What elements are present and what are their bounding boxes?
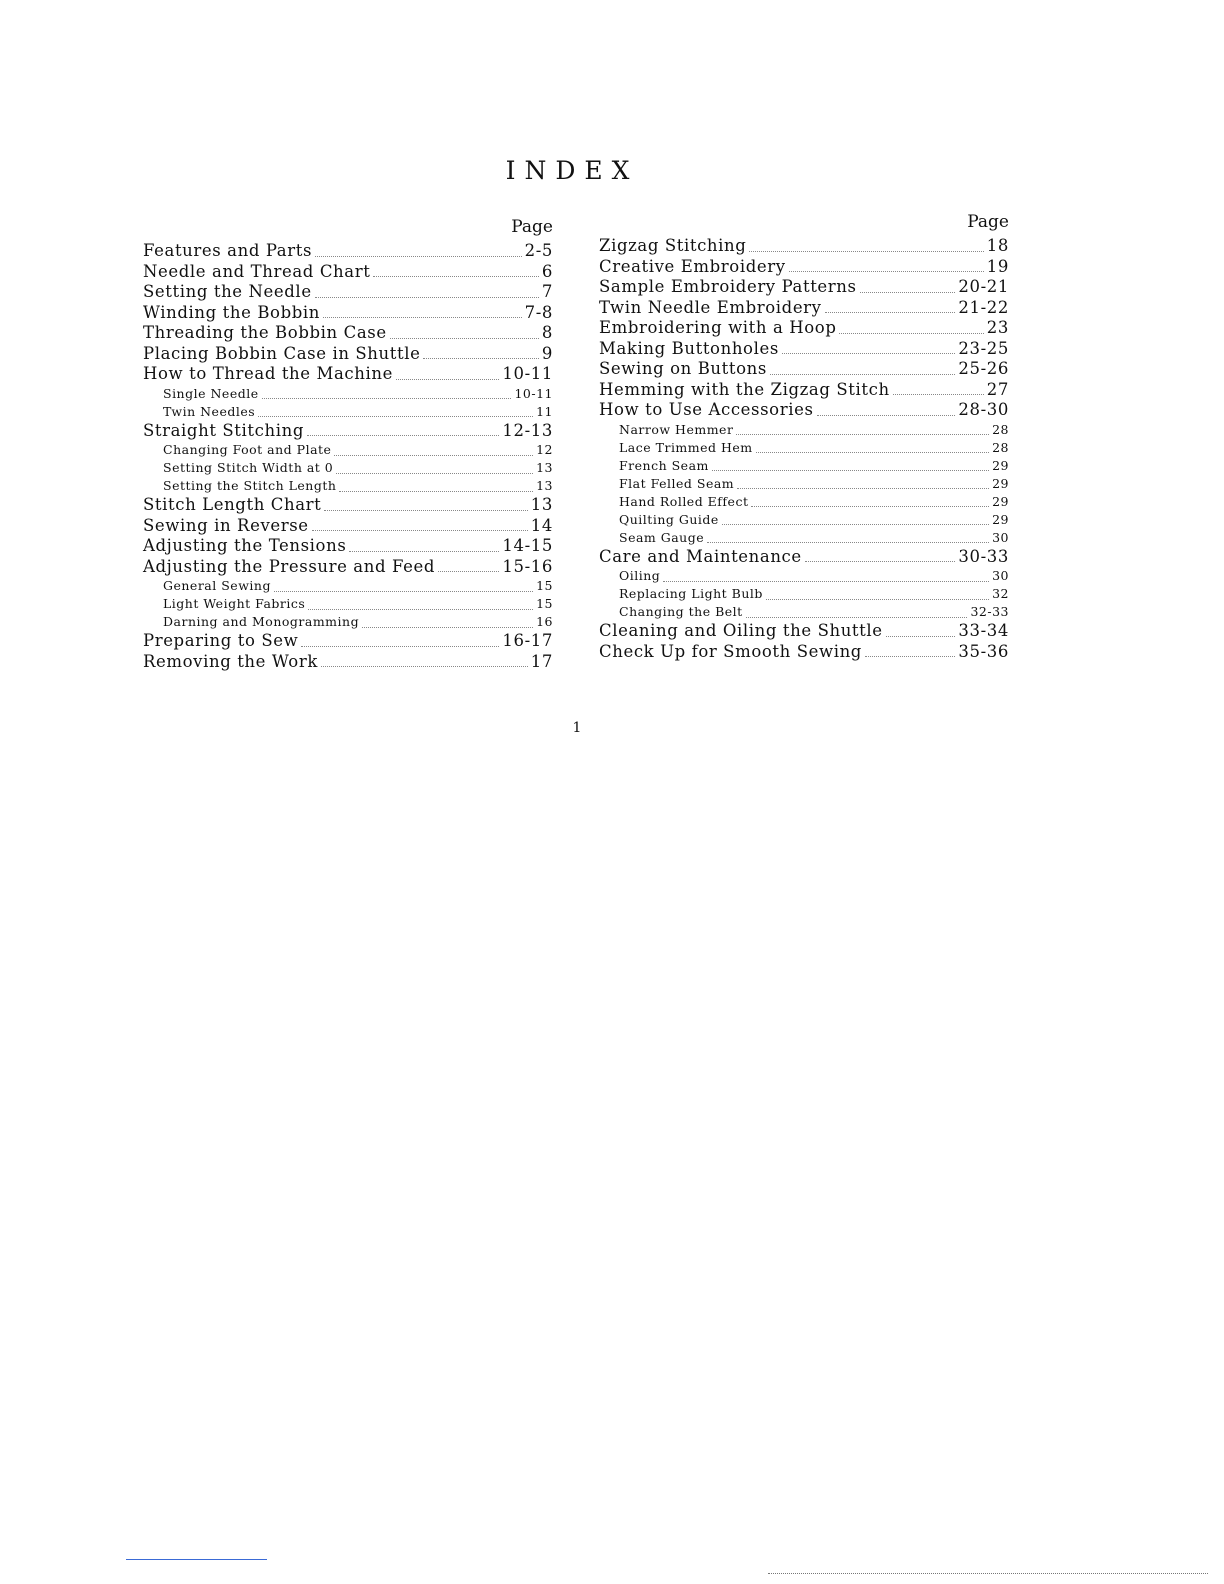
entry-label: General Sewing <box>163 578 271 593</box>
page-column-header: Page <box>511 217 553 237</box>
dot-leader <box>737 488 989 489</box>
index-subentry <box>143 441 553 459</box>
entry-page: 14-15 <box>502 536 553 555</box>
dot-leader <box>770 374 955 375</box>
index-subentry <box>143 577 553 595</box>
entry-label: Seam Gauge <box>619 529 705 545</box>
index-subentry <box>599 511 1009 529</box>
dot-leader <box>301 646 499 647</box>
entry-label: Setting Stitch Width at 0 <box>163 460 334 475</box>
index-column-right <box>599 208 1009 662</box>
entry-page: 21-22 <box>958 297 1009 317</box>
dot-leader <box>396 379 499 380</box>
entry-page: 18 <box>986 236 1009 255</box>
dot-leader <box>865 656 955 657</box>
index-entry <box>143 262 553 283</box>
dot-leader <box>334 455 533 456</box>
dot-leader <box>423 358 538 359</box>
entry-page: 16 <box>536 614 553 629</box>
dot-leader <box>274 591 533 592</box>
entry-label: Preparing to Sew <box>143 631 299 650</box>
dot-leader <box>825 312 956 313</box>
entry-label: Straight Stitching <box>143 420 304 440</box>
entry-label: Setting the Stitch Length <box>163 478 337 493</box>
entry-page: 35-36 <box>958 641 1009 661</box>
index-entry <box>599 277 1009 298</box>
dot-leader <box>722 524 989 525</box>
entry-page: 29 <box>992 493 1009 509</box>
index-subentry <box>143 403 553 421</box>
entry-label: Removing the Work <box>143 651 318 671</box>
entry-label: Light Weight Fabrics <box>163 596 306 611</box>
page-title: INDEX <box>505 156 639 185</box>
dot-leader <box>373 276 538 277</box>
index-subentry <box>599 493 1009 511</box>
dot-leader <box>349 551 499 552</box>
entry-page: 13 <box>530 495 553 514</box>
dot-leader <box>323 317 522 318</box>
dot-leader <box>805 561 956 562</box>
entry-page: 10-11 <box>502 364 553 383</box>
entry-page: 15 <box>536 596 553 611</box>
dot-leader <box>886 636 956 637</box>
index-entry <box>599 621 1009 642</box>
index-entry <box>599 318 1009 339</box>
index-entry <box>143 364 553 385</box>
entry-page: 33-34 <box>958 621 1009 640</box>
entry-label: Needle and Thread Chart <box>143 261 371 281</box>
dot-leader <box>321 666 528 667</box>
entry-label: Sample Embroidery Patterns <box>599 277 857 296</box>
index-entry <box>143 536 553 557</box>
entry-label: Darning and Monogramming <box>163 614 360 629</box>
entry-page: 20-21 <box>958 277 1009 296</box>
entry-label: Flat Felled Seam <box>619 475 735 491</box>
entry-label: Features and Parts <box>143 241 313 260</box>
entry-label: Threading the Bobbin Case <box>143 323 387 342</box>
entry-label: Hemming with the Zigzag Stitch <box>599 379 890 399</box>
entry-label: Replacing Light Bulb <box>619 586 763 601</box>
entry-label: How to Use Accessories <box>599 400 814 419</box>
entry-label: Adjusting the Tensions <box>143 536 347 555</box>
entry-page: 30-33 <box>958 546 1009 566</box>
footer-rule-right <box>768 1573 1208 1574</box>
entry-label: Placing Bobbin Case in Shuttle <box>143 343 421 363</box>
dot-leader <box>707 542 989 543</box>
dot-leader <box>390 338 539 339</box>
index-entry <box>143 516 553 537</box>
index-subentry <box>599 603 1009 621</box>
dot-leader <box>839 333 983 334</box>
dot-leader <box>336 473 533 474</box>
index-subentry <box>143 459 553 477</box>
dot-leader <box>324 510 527 511</box>
index-subentry <box>143 385 553 403</box>
entry-page: 10-11 <box>514 385 553 401</box>
entry-page: 7-8 <box>524 302 553 322</box>
index-entry <box>599 380 1009 401</box>
index-subentry <box>143 477 553 495</box>
index-entry <box>599 236 1009 257</box>
entry-page: 8 <box>541 323 553 342</box>
dot-leader <box>307 435 499 436</box>
index-subentry <box>599 421 1009 439</box>
page-number: 1 <box>572 720 582 736</box>
entry-page: 28-30 <box>958 400 1009 419</box>
entry-page: 27 <box>986 379 1009 399</box>
entry-page: 7 <box>541 282 553 301</box>
entry-label: Cleaning and Oiling the Shuttle <box>599 621 883 640</box>
entry-page: 32 <box>992 586 1009 601</box>
dot-leader <box>312 530 528 531</box>
index-subentry <box>599 439 1009 457</box>
entry-page: 28 <box>992 439 1009 455</box>
entry-page: 14 <box>530 515 553 535</box>
index-subentry <box>599 529 1009 547</box>
index-entry <box>143 344 553 365</box>
entry-page: 23-25 <box>958 338 1009 358</box>
index-entry <box>143 557 553 578</box>
entry-page: 17 <box>530 651 553 671</box>
index-entry <box>143 421 553 442</box>
entry-label: Care and Maintenance <box>599 546 802 566</box>
index-entry <box>599 257 1009 278</box>
index-entry <box>599 547 1009 568</box>
dot-leader <box>751 506 989 507</box>
entry-page: 13 <box>536 460 553 475</box>
entry-page: 23 <box>986 318 1009 337</box>
dot-leader <box>262 398 512 399</box>
dot-leader <box>893 394 984 395</box>
index-entry <box>143 303 553 324</box>
entry-label: Check Up for Smooth Sewing <box>599 641 862 661</box>
entry-label: Quilting Guide <box>619 511 719 527</box>
page-column-header: Page <box>967 212 1009 232</box>
entry-label: Changing Foot and Plate <box>163 442 332 457</box>
entry-page: 9 <box>541 343 553 363</box>
dot-leader <box>817 415 956 416</box>
entry-label: Hand Rolled Effect <box>619 493 749 509</box>
entry-label: French Seam <box>619 457 709 473</box>
entry-label: Making Buttonholes <box>599 338 779 358</box>
index-entry <box>143 241 553 262</box>
dot-leader <box>339 491 533 492</box>
entry-page: 15-16 <box>502 556 553 576</box>
entry-label: Single Needle <box>163 385 259 401</box>
index-entry <box>143 282 553 303</box>
entry-page: 28 <box>992 421 1009 437</box>
entry-page: 32-33 <box>970 604 1009 619</box>
entry-label: Embroidering with a Hoop <box>599 318 837 337</box>
entry-page: 16-17 <box>502 631 553 650</box>
index-subentry <box>599 457 1009 475</box>
entry-label: Lace Trimmed Hem <box>619 439 753 455</box>
entry-label: Changing the Belt <box>619 604 743 619</box>
index-list-left <box>143 241 553 672</box>
entry-label: Sewing in Reverse <box>143 515 309 535</box>
index-subentry <box>599 567 1009 585</box>
index-entry <box>143 652 553 673</box>
entry-page: 25-26 <box>958 359 1009 378</box>
entry-label: Narrow Hemmer <box>619 421 734 437</box>
dot-leader <box>438 571 499 572</box>
entry-label: Adjusting the Pressure and Feed <box>143 556 436 576</box>
footer-rule-left <box>126 1559 267 1560</box>
dot-leader <box>315 256 522 257</box>
entry-label: Creative Embroidery <box>599 256 786 276</box>
entry-label: Sewing on Buttons <box>599 359 767 378</box>
index-entry <box>143 495 553 516</box>
dot-leader <box>663 581 989 582</box>
entry-page: 29 <box>992 457 1009 473</box>
entry-page: 12-13 <box>502 420 553 440</box>
dot-leader <box>756 452 989 453</box>
entry-label: Winding the Bobbin <box>143 302 321 322</box>
entry-label: Twin Needles <box>163 403 256 419</box>
index-entry <box>599 359 1009 380</box>
entry-page: 12 <box>536 442 553 457</box>
entry-page: 15 <box>536 578 553 593</box>
dot-leader <box>749 251 983 252</box>
entry-page: 29 <box>992 511 1009 527</box>
dot-leader <box>782 353 956 354</box>
entry-label: How to Thread the Machine <box>143 364 393 383</box>
entry-page: 6 <box>541 261 553 281</box>
entry-page: 29 <box>992 475 1009 491</box>
dot-leader <box>362 627 533 628</box>
entry-label: Setting the Needle <box>143 282 312 301</box>
dot-leader <box>789 271 984 272</box>
dot-leader <box>308 609 533 610</box>
dot-leader <box>736 434 989 435</box>
index-subentry <box>599 475 1009 493</box>
entry-label: Twin Needle Embroidery <box>599 297 822 317</box>
dot-leader <box>258 416 533 417</box>
index-entry <box>143 323 553 344</box>
dot-leader <box>746 617 968 618</box>
dot-leader <box>315 297 539 298</box>
entry-page: 30 <box>992 568 1009 583</box>
entry-page: 11 <box>536 403 553 419</box>
index-subentry <box>143 595 553 613</box>
index-entry <box>143 631 553 652</box>
index-entry <box>599 642 1009 663</box>
entry-page: 19 <box>986 256 1009 276</box>
entry-page: 2-5 <box>524 241 553 260</box>
index-entry <box>599 339 1009 360</box>
entry-label: Oiling <box>619 568 661 583</box>
index-entry <box>599 298 1009 319</box>
dot-leader <box>860 292 956 293</box>
entry-page: 30 <box>992 529 1009 545</box>
entry-label: Zigzag Stitching <box>599 236 747 255</box>
index-entry <box>599 400 1009 421</box>
index-list-right <box>599 236 1009 662</box>
dot-leader <box>712 470 989 471</box>
index-column-left <box>143 213 553 672</box>
index-subentry <box>143 613 553 631</box>
entry-label: Stitch Length Chart <box>143 495 322 514</box>
entry-page: 13 <box>536 478 553 493</box>
index-subentry <box>599 585 1009 603</box>
dot-leader <box>766 599 989 600</box>
